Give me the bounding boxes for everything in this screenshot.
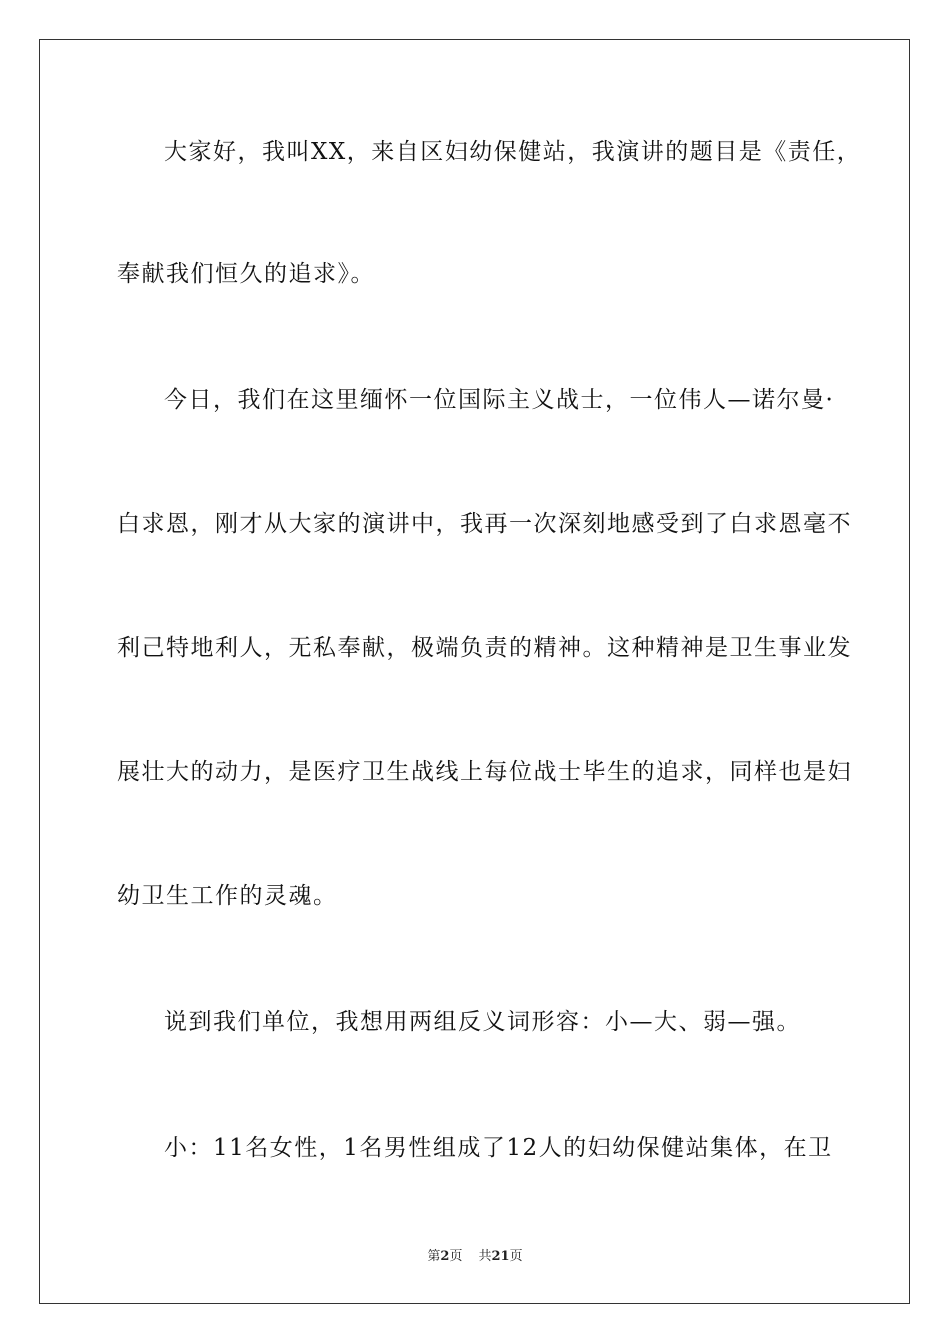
text-line: 小：11名女性，1名男性组成了12人的妇幼保健站集体，在卫 — [164, 1135, 833, 1161]
text-line: 今日，我们在这里缅怀一位国际主义战士，一位伟人—诺尔曼· — [164, 387, 835, 413]
footer-total-suffix: 页 — [509, 1249, 523, 1264]
text-line: 白求恩，刚才从大家的演讲中，我再一次深刻地感受到了白求恩毫不 — [117, 511, 852, 537]
text-line: 大家好，我叫XX，来自区妇幼保健站，我演讲的题目是《责任， — [164, 139, 862, 165]
footer-prefix: 第 — [427, 1249, 441, 1264]
total-page-count: 21 — [491, 1249, 510, 1264]
text-line: 展壮大的动力，是医疗卫生战线上每位战士毕生的追求，同样也是妇 — [117, 759, 852, 785]
text-line: 利己特地利人，无私奉献，极端负责的精神。这种精神是卫生事业发 — [117, 635, 852, 661]
footer-page-suffix: 页 — [449, 1249, 463, 1264]
text-line: 说到我们单位，我想用两组反义词形容：小—大、弱—强。 — [164, 1009, 801, 1035]
text-line: 奉献我们恒久的追求》。 — [117, 261, 375, 287]
footer-total-prefix: 共 — [478, 1249, 492, 1264]
page-footer — [0, 1248, 950, 1266]
page-border — [39, 39, 910, 1304]
text-line: 幼卫生工作的灵魂。 — [117, 883, 338, 909]
current-page-number: 2 — [440, 1249, 450, 1264]
